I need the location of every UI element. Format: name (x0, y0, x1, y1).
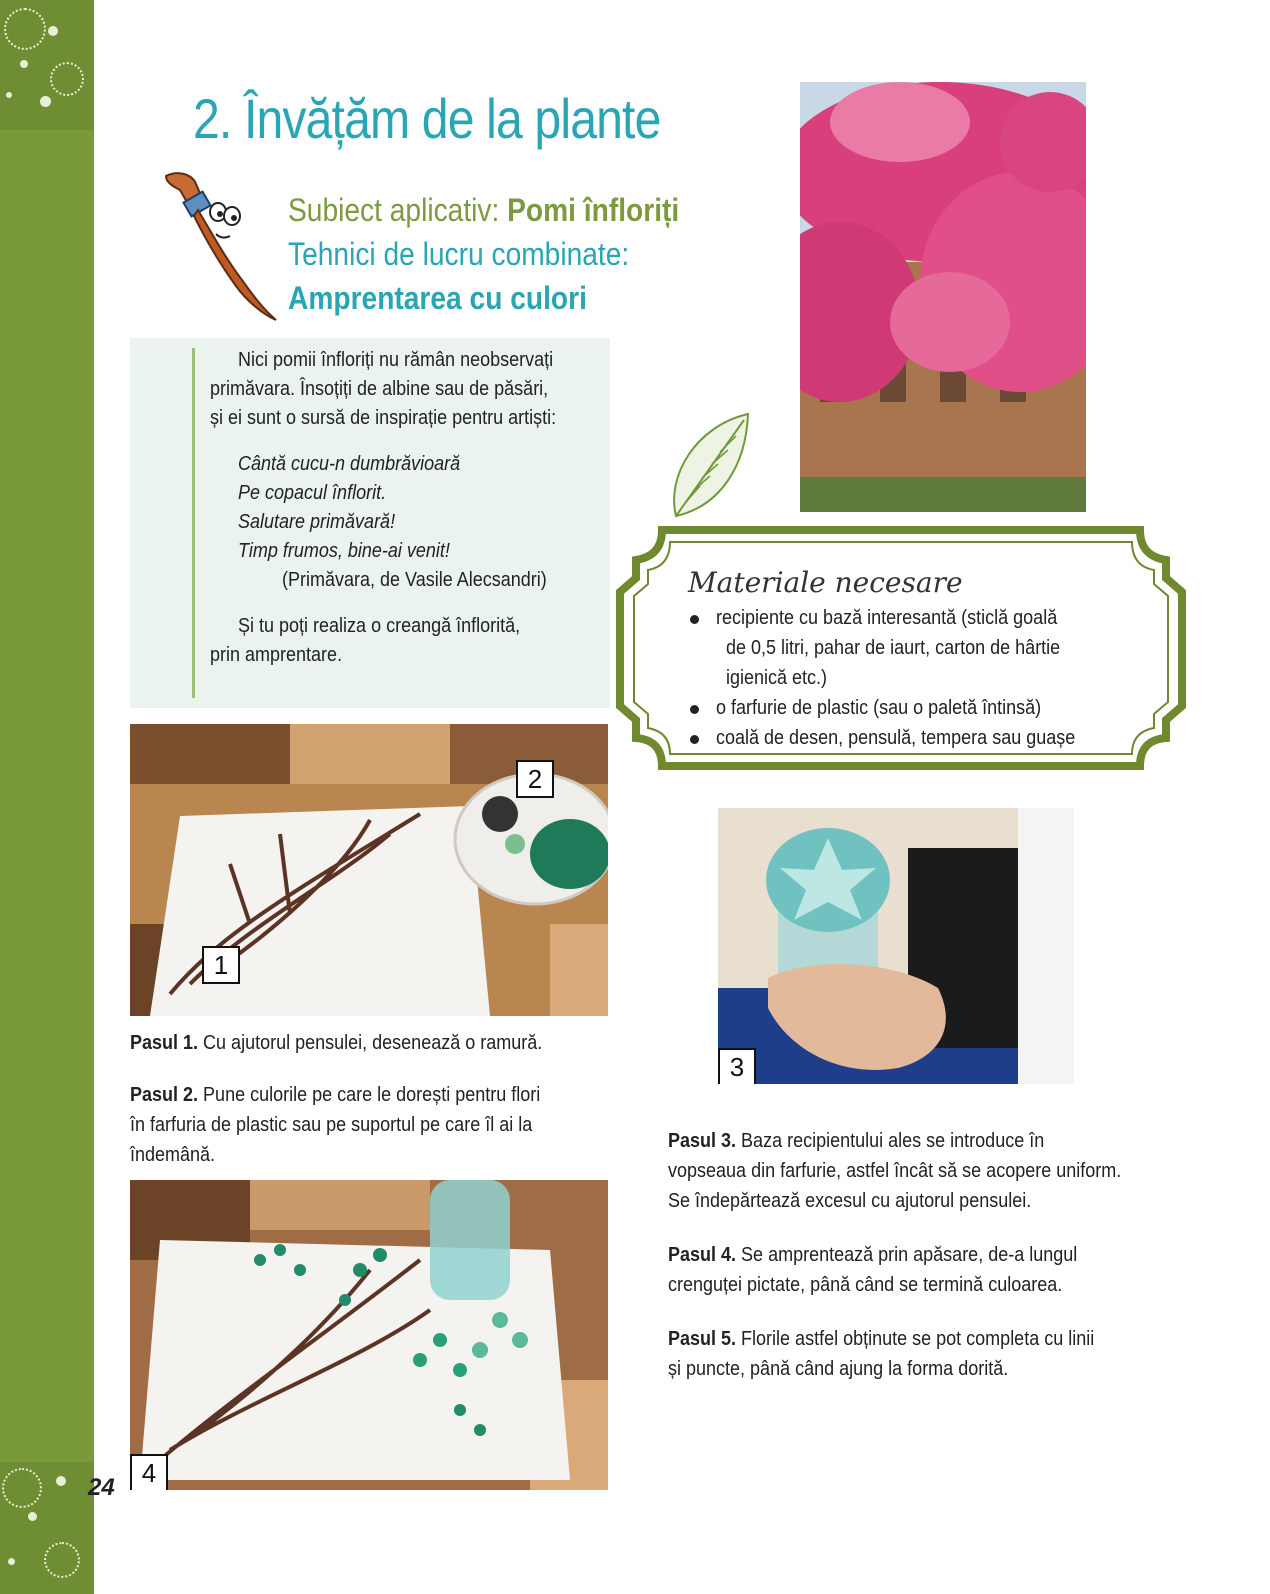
materials-title: Materiale necesare (688, 566, 963, 599)
step-number-4: 4 (130, 1454, 168, 1490)
intro-rule (192, 348, 195, 698)
poem-line: Pe copacul înflorit. (238, 482, 387, 504)
step-1-caption: Pasul 1. Cu ajutorul pensulei, desenează o ramură. (130, 1032, 543, 1054)
bullet (690, 705, 699, 714)
step-5-line: și puncte, până când ajung la forma dorită. (668, 1358, 1009, 1380)
leaf-icon (656, 406, 756, 526)
step-photo-1-2 (130, 724, 608, 1016)
intro-line: Nici pomii înfloriți nu rămân neobservați (238, 349, 554, 371)
step-3-line: Se îndepărtează excesul cu ajutorul pensulei. (668, 1190, 1032, 1212)
material-item: recipiente cu bază interesantă (sticlă goală (716, 607, 1058, 629)
intro-box (130, 338, 610, 708)
band-top-pattern (0, 0, 94, 130)
material-item: coală de desen, pensulă, tempera sau guașe (716, 727, 1076, 749)
bullet (690, 615, 699, 624)
poem-line: Timp frumos, bine-ai venit! (238, 540, 450, 562)
blossom-tree-photo (800, 82, 1086, 512)
material-item: o farfurie de plastic (sau o paletă întinsă) (716, 697, 1042, 719)
material-item: de 0,5 litri, pahar de iaurt, carton de hârtie (726, 637, 1061, 659)
step-5-caption: Pasul 5. Florile astfel obținute se pot completa cu linii (668, 1328, 1095, 1350)
step-number-2: 2 (516, 760, 554, 798)
subject-value: Pomi înfloriți (507, 192, 680, 228)
intro-line: și ei sunt o sursă de inspirație pentru artiști: (210, 407, 557, 429)
technique-label: Tehnici de lucru combinate: (288, 236, 630, 272)
intro-line: primăvara. Însoțiți de albine sau de păsări, (210, 378, 549, 400)
step-2-line: în farfuria de plastic sau pe suportul pe care îl ai la (130, 1114, 533, 1136)
step-photo-3 (718, 808, 1074, 1084)
poem-source: (Primăvara, de Vasile Alecsandri) (282, 569, 547, 591)
step-2-caption: Pasul 2. Pune culorile pe care le dorești pentru flori (130, 1084, 541, 1106)
step-2-line: îndemână. (130, 1144, 216, 1166)
step-photo-4 (130, 1180, 608, 1490)
technique-value: Amprentarea cu culori (288, 280, 587, 316)
step-4-line: crenguței pictate, până când se termină culoarea. (668, 1274, 1063, 1296)
step-number-1: 1 (202, 946, 240, 984)
poem-line: Salutare primăvară! (238, 511, 396, 533)
subject-line: Subiect aplicativ: Pomi înfloriți (288, 192, 680, 228)
step-4-caption: Pasul 4. Se amprentează prin apăsare, de-a lungul (668, 1244, 1078, 1266)
page-title: 2. Învățăm de la plante (193, 87, 661, 150)
step-3-line: vopseaua din farfurie, astfel încât să se acopere uniform. (668, 1160, 1122, 1182)
closing-line: Și tu poți realiza o creangă înflorită, (238, 615, 521, 637)
step-number-3: 3 (718, 1048, 756, 1084)
left-decorative-band (0, 0, 94, 1594)
bullet (690, 735, 699, 744)
material-item: igienică etc.) (726, 667, 828, 689)
closing-line: prin amprentare. (210, 644, 343, 666)
step-3-caption: Pasul 3. Baza recipientului ales se introduce în (668, 1130, 1045, 1152)
band-bottom-pattern (0, 1462, 94, 1594)
poem-line: Cântă cucu-n dumbrăvioară (238, 453, 461, 475)
paintbrush-mascot-icon (158, 168, 283, 326)
page-number: 24 (88, 1474, 115, 1501)
